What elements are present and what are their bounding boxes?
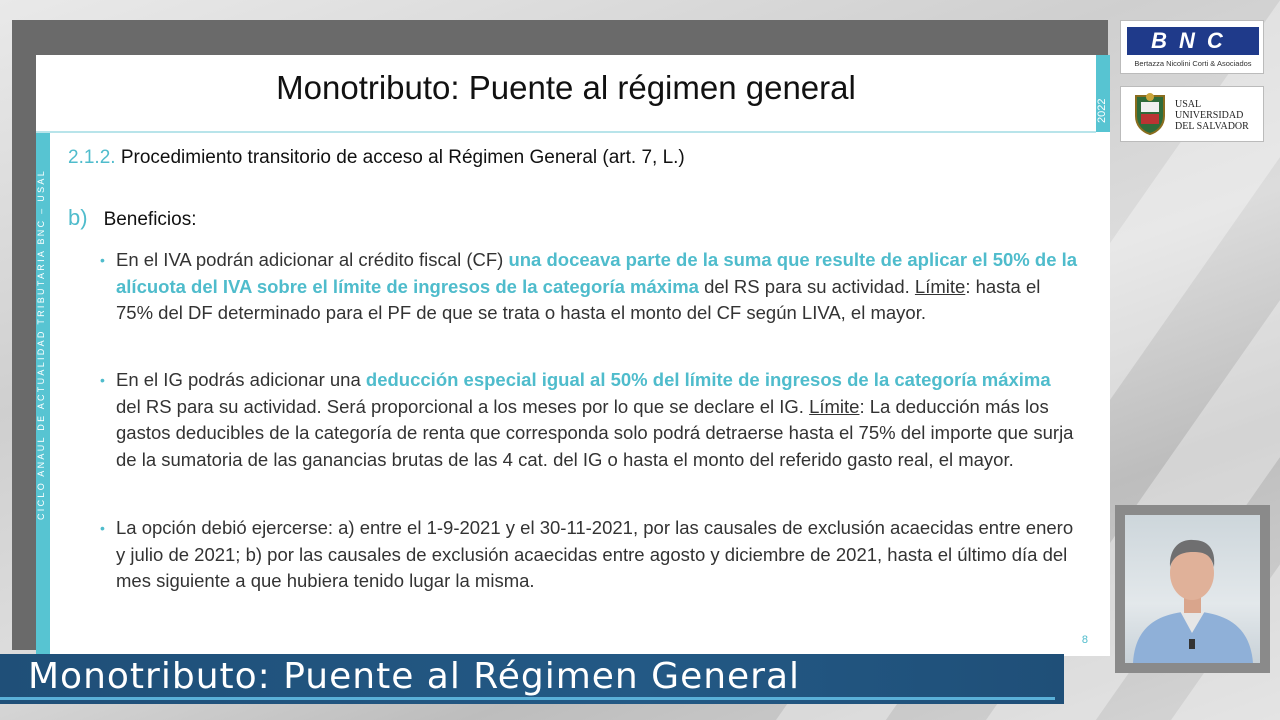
bullet-text: La opción debió ejercerse: a) entre el 1-9-2021 y el 30-11-2021, por las causales de exclusión acaecidas entre enero y julio de 2021; b) por las causales de exclusión acaecidas entre agosto y diciembre de 2021, hasta el último día del mes siguiente a que hubiera tenido lugar la misma.	[116, 517, 1074, 591]
bnc-subtitle: Bertazza Nicolini Corti & Asociados	[1134, 59, 1252, 68]
bullet-dot: •	[100, 372, 105, 388]
bnc-logo	[1120, 20, 1264, 74]
usal-line2: UNIVERSIDAD	[1175, 110, 1244, 121]
shield-icon	[1133, 92, 1167, 136]
webcam-video	[1125, 515, 1260, 663]
section-heading	[68, 147, 685, 169]
bnc-brand: BNC	[1127, 27, 1259, 55]
bullet-text: En el IVA podrán adicionar al crédito fiscal (CF) una doceava parte de la suma que resulte de aplicar el 50% de la alícuota del IVA sobre el límite de ingresos de la categoría máxima del RS para su actividad. Límite: hasta el 75% del DF determinado para el PF de que se trata o hasta el monto del CF según LIVA, el mayor.	[116, 249, 1078, 323]
year-label: 2022	[1096, 98, 1108, 124]
bullet-opcion	[100, 515, 1080, 595]
banner-underline	[0, 697, 1055, 700]
slide-title: Monotributo: Puente al régimen general	[276, 69, 856, 106]
usal-line1: USAL	[1175, 99, 1202, 110]
section-number: 2.1.2.	[68, 147, 116, 168]
subsection-letter: b)	[68, 205, 88, 230]
webcam-frame	[1115, 505, 1270, 673]
bullet-iva	[100, 247, 1080, 327]
presenter-avatar	[1125, 515, 1260, 663]
sidebar-label: CICLO ANAUL DE ACTUALIDAD TRIBUTARIA BNC – USAL	[36, 169, 46, 521]
page-number: 8	[1081, 634, 1088, 646]
bullet-dot: •	[100, 520, 105, 536]
presentation-slide	[36, 55, 1110, 656]
subsection-title: Beneficios:	[103, 209, 197, 230]
section-title: Procedimiento transitorio de acceso al Régimen General (art. 7, L.)	[120, 147, 685, 168]
bullet-text: En el IG podrás adicionar una deducción especial igual al 50% del límite de ingresos de la categoría máxima del RS para su actividad. Será proporcional a los meses por lo que se declare el IG. Límite: La deducción más los gastos deducibles de la categoría de renta que corresponda solo podrá detraerse hasta el 75% del importe que surja de la sumatoria de las ganancias brutas de las 4 cat. del IG o hasta el monto del referido gasto real, el mayor.	[116, 369, 1074, 470]
slide-header	[36, 55, 1096, 133]
presentation-frame	[12, 20, 1108, 650]
usal-text	[1175, 99, 1249, 132]
usal-line3: DEL SALVADOR	[1175, 121, 1249, 132]
bullet-ig	[100, 367, 1080, 473]
usal-logo	[1120, 86, 1264, 142]
subsection-heading	[68, 205, 197, 231]
bullet-dot: •	[100, 252, 105, 268]
banner-title: Monotributo: Puente al Régimen General	[28, 656, 801, 697]
